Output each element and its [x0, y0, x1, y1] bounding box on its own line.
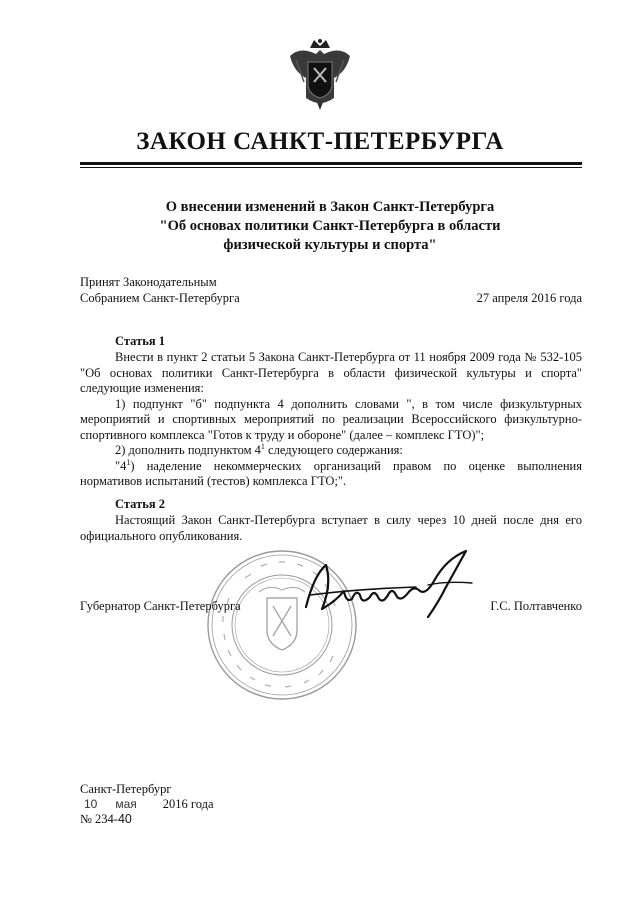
item-3-superscript: 1: [126, 457, 131, 467]
adoption-line-1: Принят Законодательным: [80, 275, 217, 289]
article-1-item-1: 1) подпункт "б" подпункта 4 дополнить словами ", в том числе физкультурных мероприятий и спортивных мероприятий по реализации Всероссийского физкультурно-спортивного комплекса "Готов к труду и обороне" (далее – комплекс ГТО)";: [80, 396, 582, 442]
article-2-body: [80, 513, 582, 544]
governor-title: Губернатор Санкт-Петербурга: [80, 599, 241, 613]
law-title: ЗАКОН САНКТ-ПЕТЕРБУРГА: [136, 128, 504, 155]
article-1-item-2: [80, 443, 582, 459]
item-2-superscript: 1: [260, 441, 265, 451]
article-1-heading: Статья 1: [115, 334, 165, 348]
article-2-heading: Статья 2: [115, 497, 165, 511]
item-3-text-a: "4: [115, 458, 127, 473]
document-number: [80, 812, 132, 828]
article-1-body: [80, 350, 582, 490]
article-1-item-3: [80, 459, 582, 490]
handwritten-signature-icon: [296, 545, 496, 625]
subject-line-2: "Об основах политики Санкт-Петербурга в области: [159, 218, 501, 234]
document-number-prefix: № 234-: [80, 812, 118, 826]
governor-name: Г.С. Полтавченко: [490, 599, 582, 613]
item-2-text-a: 2) дополнить подпунктом 4: [115, 443, 261, 457]
coat-of-arms-icon: [286, 38, 354, 112]
signing-city: Санкт-Петербург: [80, 782, 172, 796]
adoption-statement: [80, 275, 240, 306]
subject-line-3: физической культуры и спорта": [223, 237, 437, 253]
article-1-intro: Внести в пункт 2 статьи 5 Закона Санкт-Петербурга от 11 ноября 2009 года № 532-105 "Об основах политики Санкт-Петербурга в области физической культуры и спорта" следующие изменения:: [80, 350, 582, 395]
signing-year: 2016 года: [162, 797, 214, 811]
law-subject: [100, 198, 560, 255]
title-rule-thin: [80, 167, 582, 168]
adoption-date: 27 апреля 2016 года: [476, 291, 582, 305]
signing-month: мая: [115, 797, 137, 811]
document-number-handwritten: 40: [117, 812, 132, 826]
adoption-line-2: Собранием Санкт-Петербурга: [80, 290, 240, 305]
subject-line-1: О внесении изменений в Закон Санкт-Петербурга: [165, 199, 495, 215]
article-2-text: Настоящий Закон Санкт-Петербурга вступает в силу через 10 дней после дня его официального опубликования.: [80, 513, 582, 543]
signing-date: [80, 797, 214, 813]
item-3-text-b: ) наделение некоммерческих организаций правом по оценке выполнения нормативов испытаний (тестов) комплекса ГТО;".: [80, 458, 582, 488]
title-rule-thick: [80, 162, 582, 165]
signing-day: 10: [84, 797, 98, 811]
item-2-text-b: следующего содержания:: [264, 443, 403, 457]
